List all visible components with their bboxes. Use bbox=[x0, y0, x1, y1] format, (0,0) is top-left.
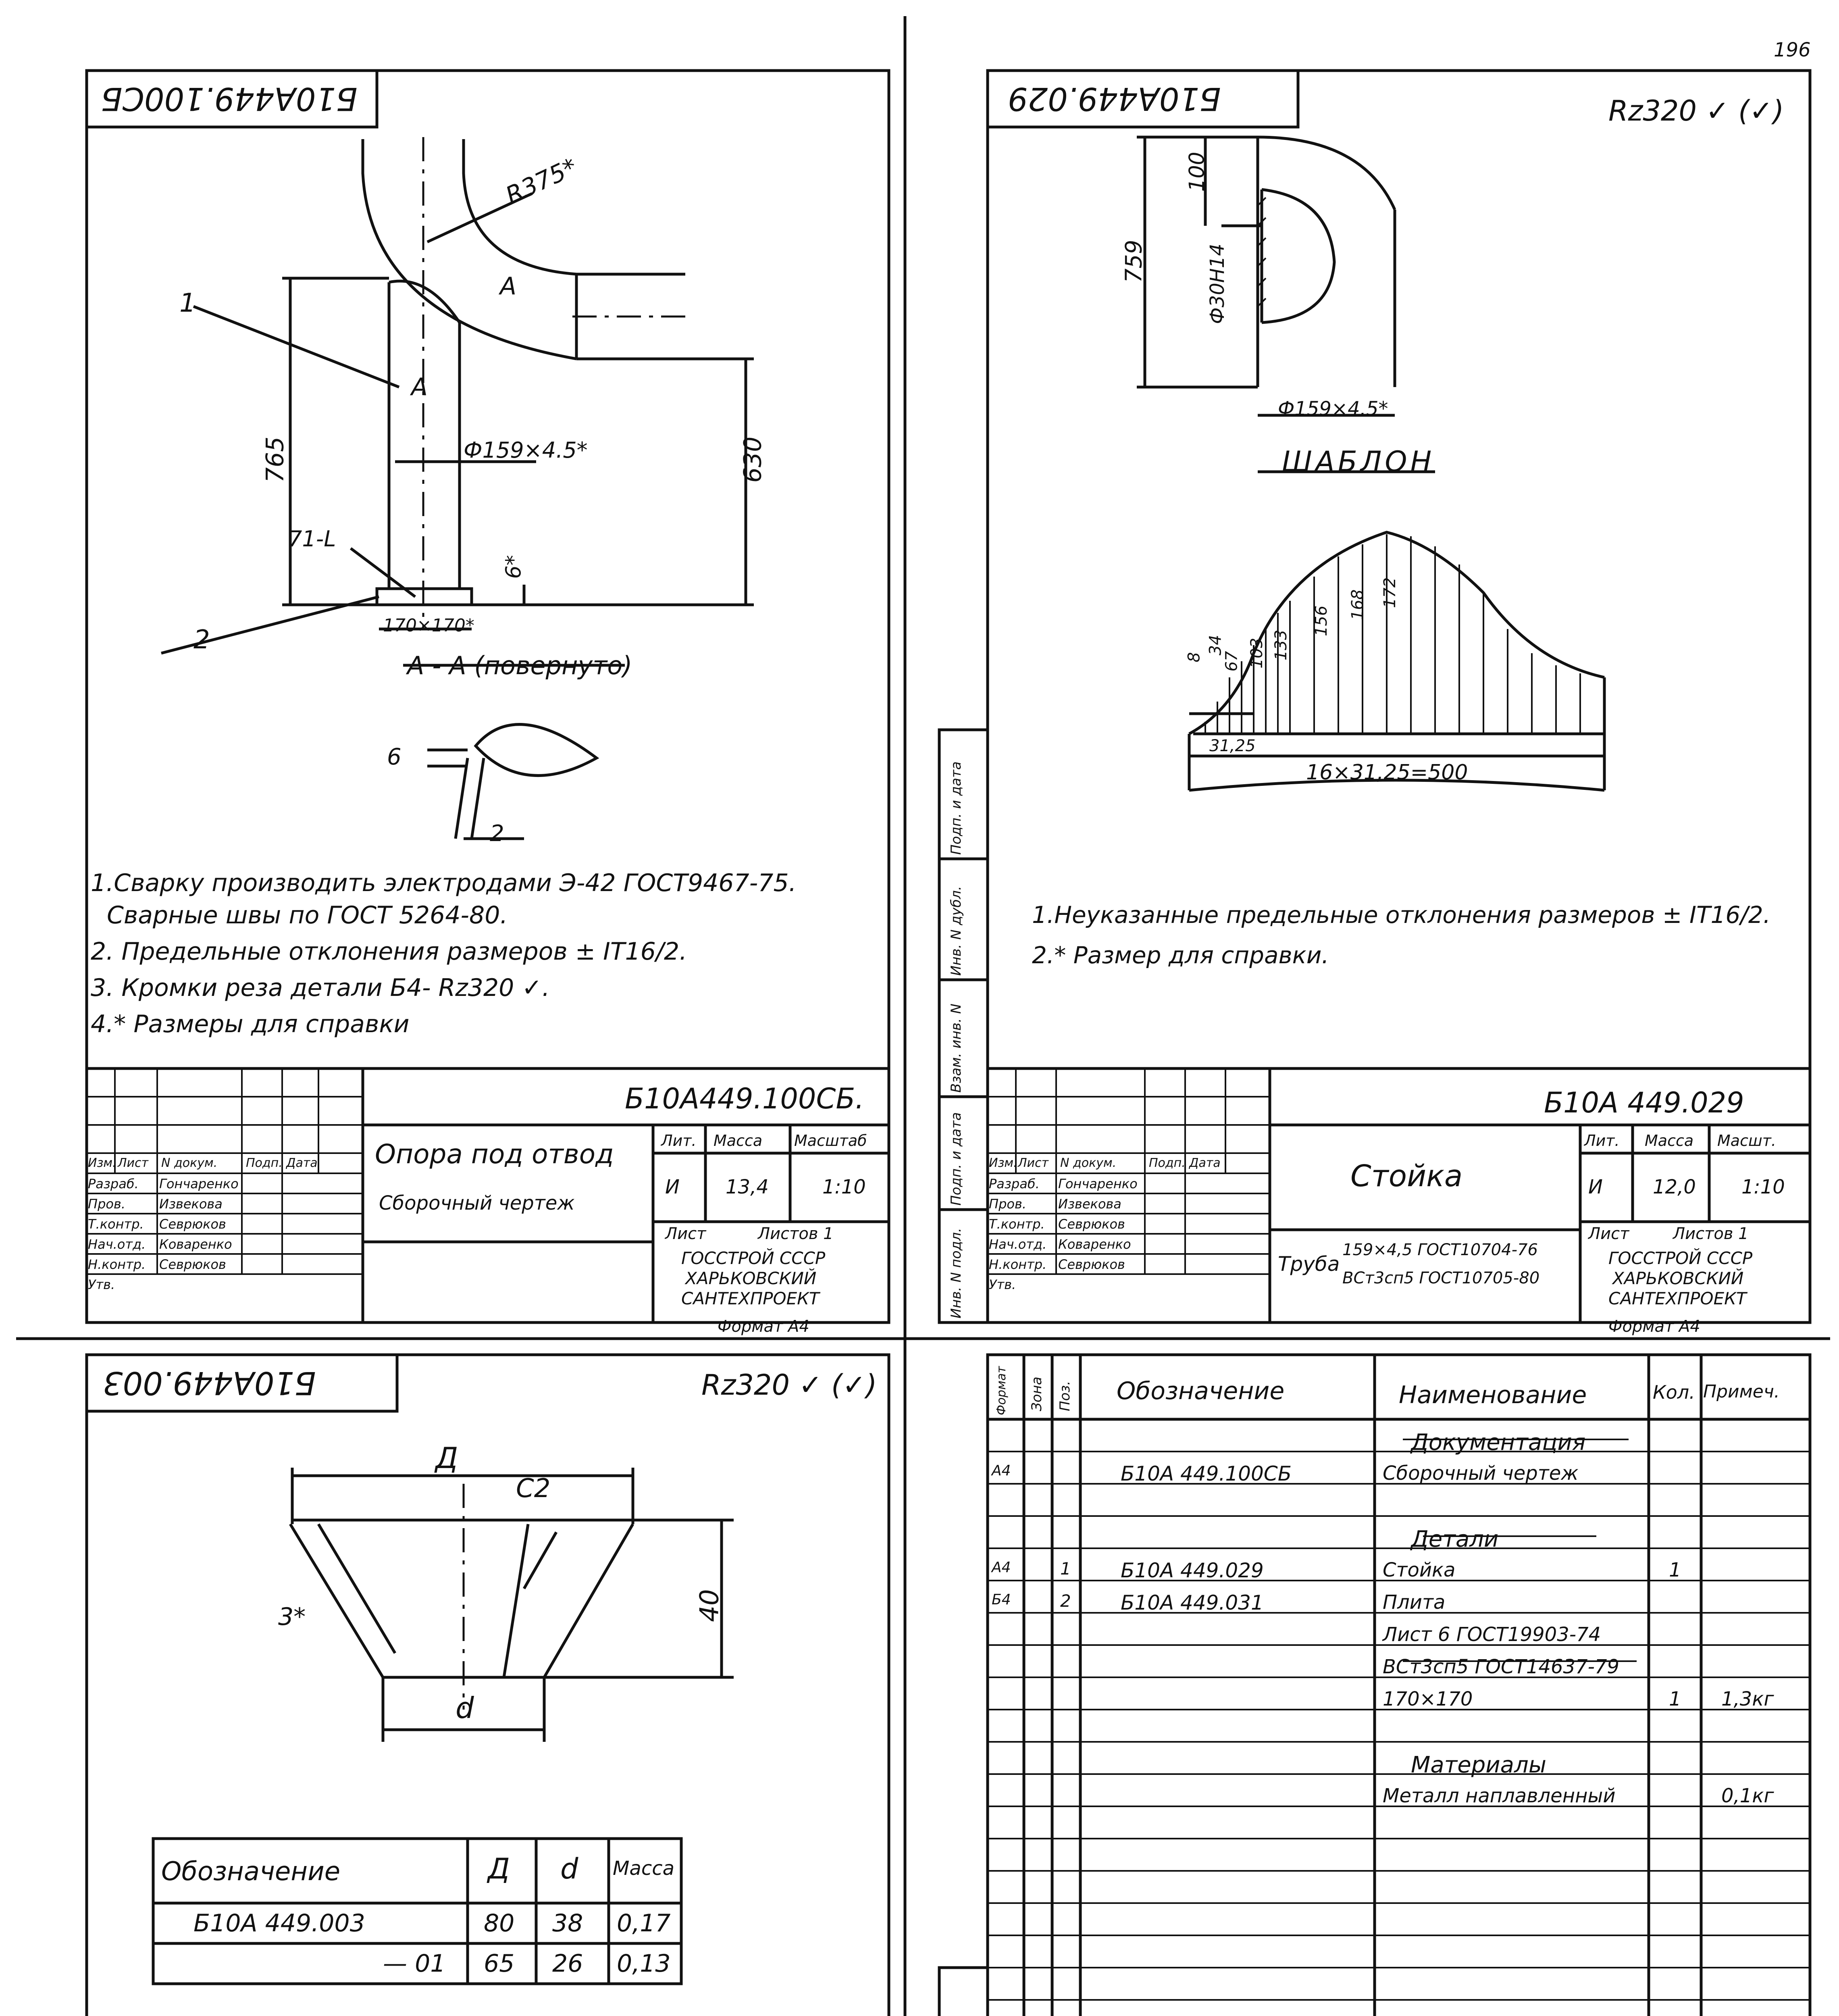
sheet2-note-2: 2.* Размер для справки. bbox=[1032, 941, 1329, 969]
sheet1-note-1b: Сварные швы по ГОСТ 5264-80. bbox=[107, 901, 508, 929]
sheet2-ord-5: 156 bbox=[1312, 605, 1331, 637]
sheet1-note-4: 4.* Размеры для справки bbox=[91, 1010, 410, 1038]
sheet2-dim-100: 100 bbox=[1185, 152, 1209, 192]
sheet1-org-2: ХАРЬКОВСКИЙ bbox=[685, 1268, 817, 1288]
dim-plate: 170×170* bbox=[383, 615, 474, 636]
sheet1-tb-scale: 1:10 bbox=[822, 1176, 866, 1198]
sheet1-org-1: ГОССТРОЙ СССР bbox=[681, 1248, 826, 1268]
spec-h-code: Обозначение bbox=[1117, 1377, 1285, 1405]
sheet1-name-1: Извекова bbox=[159, 1196, 223, 1212]
sheet2-material-prefix: Труба bbox=[1278, 1252, 1340, 1276]
sheet1-tb-sheets: Листов 1 bbox=[758, 1225, 834, 1243]
leader-2: 2 bbox=[193, 625, 210, 655]
spec-row-qty: 1 bbox=[1669, 1559, 1681, 1581]
dim-section-mark-a: A bbox=[500, 272, 517, 300]
sheet1-stamp-h4: Дата bbox=[286, 1156, 318, 1170]
sheet3-dim-d: d bbox=[456, 1691, 474, 1725]
sheet1-tb-mass: 13,4 bbox=[726, 1176, 769, 1198]
spec-row-name: 170×170 bbox=[1383, 1688, 1473, 1710]
sheet2-name-1: Извекова bbox=[1058, 1196, 1121, 1212]
sheet2-role-5: Утв. bbox=[989, 1277, 1016, 1292]
sheet2-material-bottom: ВСт3сп5 ГОСТ10705-80 bbox=[1342, 1269, 1540, 1287]
spec-row-name: Лист 6 ГОСТ19903-74 bbox=[1383, 1623, 1601, 1646]
sheet1-tb-sheet: Лист bbox=[665, 1225, 706, 1243]
sheet1-role-4: Н.контр. bbox=[88, 1257, 146, 1272]
spec-row-name: Плита bbox=[1383, 1591, 1446, 1614]
sheet2-role-3: Нач.отд. bbox=[989, 1237, 1047, 1252]
sheet2-stamp-h3: Подп. bbox=[1149, 1156, 1186, 1170]
sheet1-stamp-h1: Лист bbox=[118, 1156, 149, 1170]
sheet1-tb-name: Опора под отвод bbox=[375, 1139, 614, 1170]
sheet3-table-r1-c1: 65 bbox=[484, 1949, 515, 1978]
sheet1-role-1: Пров. bbox=[88, 1196, 125, 1212]
spec-row-pos: 2 bbox=[1060, 1591, 1071, 1611]
side-strip-1-1: Инв. N дубл. bbox=[948, 886, 964, 976]
sheet2-stamp-h0: Изм. bbox=[989, 1156, 1017, 1170]
section-title: А - А (повернуто) bbox=[407, 651, 632, 680]
sheet2-tb-h-mass: Масса bbox=[1645, 1132, 1694, 1150]
spec-row-name: ВСт3сп5 ГОСТ14637-79 bbox=[1383, 1656, 1619, 1678]
sheet3-table-r0-c1: 80 bbox=[484, 1909, 515, 1937]
sheet2-name-3: Коваренко bbox=[1058, 1237, 1131, 1252]
sheet2-tb-h-scale: Масшт. bbox=[1717, 1132, 1776, 1150]
sheet3-table-r1-c0: — 01 bbox=[383, 1949, 446, 1978]
dim-765: 765 bbox=[261, 436, 289, 483]
sheet2-dim-pipe: Ф159×4.5* bbox=[1278, 398, 1388, 420]
sheet2-tb-h-lit: Лит. bbox=[1584, 1132, 1620, 1150]
spec-h-zone: Зона bbox=[1029, 1377, 1045, 1411]
spec-row-format: А4 bbox=[992, 1462, 1011, 1479]
spec-h-qty: Кол. bbox=[1653, 1381, 1695, 1403]
sheet1-tb-h-lit: Лит. bbox=[661, 1132, 697, 1150]
sheet3-table-r0-c0: Б10А 449.003 bbox=[193, 1909, 365, 1937]
sheet2-stamp-h2: N докум. bbox=[1060, 1156, 1117, 1170]
sheet2-ord-3: 103 bbox=[1248, 637, 1267, 669]
sheet1-stamp-h2: N докум. bbox=[161, 1156, 218, 1170]
sheet3-table-r0-c3: 0,17 bbox=[617, 1909, 671, 1937]
sheet3-dim-D: Д bbox=[435, 1441, 458, 1475]
spec-row-note: 1,3кг bbox=[1721, 1688, 1774, 1710]
leader-1: 1 bbox=[179, 288, 196, 318]
sheet1-stamp-h0: Изм. bbox=[88, 1156, 116, 1170]
side-strip-1-2: Взам. инв. N bbox=[948, 1004, 964, 1093]
sheet1-role-5: Утв. bbox=[88, 1277, 115, 1292]
sheet2-dim-total: 16×31,25=500 bbox=[1306, 760, 1468, 785]
sheet3-table-r0-c2: 38 bbox=[552, 1909, 583, 1937]
sheet2-roughness: Rz320 ✓ (✓) bbox=[1608, 94, 1784, 127]
sheet1-note-3: 3. Кромки реза детали Б4- Rz320 ✓. bbox=[91, 974, 550, 1002]
sheet3-table-r1-c2: 26 bbox=[552, 1949, 583, 1978]
spec-section-header: Материалы bbox=[1411, 1752, 1546, 1778]
spec-row-code: Б10А 449.029 bbox=[1121, 1559, 1264, 1582]
sheet2-tb-mass: 12,0 bbox=[1653, 1176, 1696, 1198]
sheet2-ord-6: 168 bbox=[1348, 589, 1367, 621]
sheet3-table-h2: d bbox=[560, 1852, 578, 1885]
sheet2-dim-759: 759 bbox=[1121, 240, 1147, 283]
sheet2-format: Формат А4 bbox=[1608, 1317, 1700, 1336]
sheet2-ord-4: 133 bbox=[1272, 629, 1291, 661]
spec-row-code: Б10А 449.100СБ bbox=[1121, 1462, 1292, 1485]
sheet3-table-h0: Обозначение bbox=[161, 1857, 341, 1887]
sheet2-dim-step: 31,25 bbox=[1209, 737, 1256, 755]
sheet2-org-1: ГОССТРОЙ СССР bbox=[1608, 1248, 1753, 1268]
sheet2-name-0: Гончаренко bbox=[1058, 1176, 1138, 1191]
spec-section-header: Документация bbox=[1411, 1429, 1586, 1456]
spec-row-name: Металл наплавленный bbox=[1383, 1785, 1616, 1807]
side-strip-1-4: Инв. N подл. bbox=[948, 1228, 964, 1318]
dim-630: 630 bbox=[739, 436, 767, 483]
sheet1-role-2: Т.контр. bbox=[88, 1216, 144, 1232]
spec-row-note: 0,1кг bbox=[1721, 1785, 1774, 1807]
section-dim-6: 6 bbox=[387, 744, 402, 770]
sheet1-role-3: Нач.отд. bbox=[88, 1237, 146, 1252]
sheet2-ord-0: 8 bbox=[1185, 652, 1204, 662]
sheet3-table-r1-c3: 0,13 bbox=[617, 1949, 671, 1978]
sheet2-org-2: ХАРЬКОВСКИЙ bbox=[1612, 1268, 1744, 1288]
section-dim-2: 2 bbox=[490, 821, 504, 847]
spec-row-qty: 1 bbox=[1669, 1688, 1681, 1710]
sheet2-material-top: 159×4,5 ГОСТ10704-76 bbox=[1342, 1241, 1538, 1259]
sheet2-template-title: ШАБЛОН bbox=[1282, 445, 1435, 478]
sheet2-title-flipped: Б10А449.029 bbox=[1008, 80, 1221, 117]
sheet1-tb-code: Б10А449.100СБ. bbox=[625, 1082, 864, 1115]
sheet2-stamp-h4: Дата bbox=[1189, 1156, 1221, 1170]
sheet1-name-0: Гончаренко bbox=[159, 1176, 239, 1191]
sheet1-note-2: 2. Предельные отклонения размеров ± IT16/2. bbox=[91, 937, 687, 966]
sheet2-role-4: Н.контр. bbox=[989, 1257, 1047, 1272]
spec-row-code: Б10А 449.031 bbox=[1121, 1591, 1264, 1614]
side-strip-1-0: Подп. и дата bbox=[948, 761, 964, 855]
sheet3-dim-40: 40 bbox=[695, 1589, 725, 1622]
sheet2-org-3: САНТЕХПРОЕКТ bbox=[1608, 1289, 1747, 1308]
sheet2-role-1: Пров. bbox=[989, 1196, 1026, 1212]
sheet2-tb-sheets: Листов 1 bbox=[1673, 1225, 1749, 1243]
sheet2-role-2: Т.контр. bbox=[989, 1216, 1045, 1232]
sheet2-role-0: Разраб. bbox=[989, 1176, 1040, 1191]
sheet1-tb-h-scale: Масштаб bbox=[794, 1132, 867, 1150]
sheet3-dim-3star: 3* bbox=[278, 1603, 306, 1631]
sheet2-ord-7: 172 bbox=[1381, 577, 1400, 608]
dim-6star: 6* bbox=[501, 555, 526, 579]
sheet3-table-h3: Масса bbox=[613, 1857, 675, 1880]
spec-section-header: Детали bbox=[1411, 1526, 1499, 1552]
spec-row-format: А4 bbox=[992, 1559, 1011, 1576]
sheet1-title-flipped: Б10А449.100СБ bbox=[101, 80, 358, 117]
sheet2-tb-code: Б10А 449.029 bbox=[1544, 1086, 1744, 1119]
sheet2-stamp-h1: Лист bbox=[1018, 1156, 1049, 1170]
sheet3-title-flipped: Б10А449.003 bbox=[103, 1364, 316, 1401]
sheet3-table-h1: Д bbox=[488, 1852, 510, 1885]
sheet1-note-1: 1.Сварку производить электродами Э-42 ГОСТ9467-75. bbox=[91, 869, 797, 897]
spec-h-name: Наименование bbox=[1399, 1381, 1587, 1409]
sheet1-name-4: Севрюков bbox=[159, 1257, 226, 1272]
sheet2-ord-2: 67 bbox=[1222, 651, 1241, 672]
sheet2-name-2: Севрюков bbox=[1058, 1216, 1125, 1232]
dim-section-mark-a2: A bbox=[411, 373, 428, 401]
sheet2-tb-name: Стойка bbox=[1350, 1159, 1463, 1193]
dim-radius: R375* bbox=[501, 152, 582, 210]
sheet2-ord-1: 34 bbox=[1206, 635, 1225, 656]
sheet2-note-1: 1.Неуказанные предельные отклонения размеров ± IT16/2. bbox=[1032, 901, 1771, 929]
spec-row-name: Сборочный чертеж bbox=[1383, 1462, 1579, 1485]
sheet1-tb-subname: Сборочный чертеж bbox=[379, 1192, 575, 1214]
sheet1-org-3: САНТЕХПРОЕКТ bbox=[681, 1289, 820, 1308]
sheet1-role-0: Разраб. bbox=[88, 1176, 139, 1191]
sheet1-tb-lit: И bbox=[665, 1176, 680, 1198]
dim-weld: 71-L bbox=[288, 526, 336, 552]
spec-h-format: Формат bbox=[994, 1366, 1009, 1415]
spec-h-note: Примеч. bbox=[1703, 1381, 1780, 1402]
spec-row-pos: 1 bbox=[1060, 1559, 1071, 1579]
spec-h-pos: Поз. bbox=[1057, 1381, 1073, 1411]
sheet3-dim-c2: С2 bbox=[516, 1474, 551, 1504]
sheet2-dim-hole: Ф30Н14 bbox=[1206, 244, 1229, 324]
sheet1-name-2: Севрюков bbox=[159, 1216, 226, 1232]
sheet3-roughness: Rz320 ✓ (✓) bbox=[701, 1368, 877, 1402]
dim-pipe: Ф159×4.5* bbox=[464, 437, 588, 463]
sheet1-format: Формат А4 bbox=[718, 1317, 809, 1336]
side-strip-1-3: Подп. и дата bbox=[948, 1112, 964, 1206]
sheet2-name-4: Севрюков bbox=[1058, 1257, 1125, 1272]
sheet1-name-3: Коваренко bbox=[159, 1237, 232, 1252]
page-number: 196 bbox=[1774, 39, 1811, 61]
spec-row-format: Б4 bbox=[992, 1591, 1011, 1608]
sheet2-tb-sheet: Лист bbox=[1588, 1225, 1629, 1243]
spec-row-name: Стойка bbox=[1383, 1559, 1456, 1581]
sheet1-stamp-h3: Подп. bbox=[246, 1156, 283, 1170]
sheet2-tb-lit: И bbox=[1588, 1176, 1603, 1198]
sheet2-tb-scale: 1:10 bbox=[1741, 1176, 1785, 1198]
sheet1-tb-h-mass: Масса bbox=[714, 1132, 763, 1150]
